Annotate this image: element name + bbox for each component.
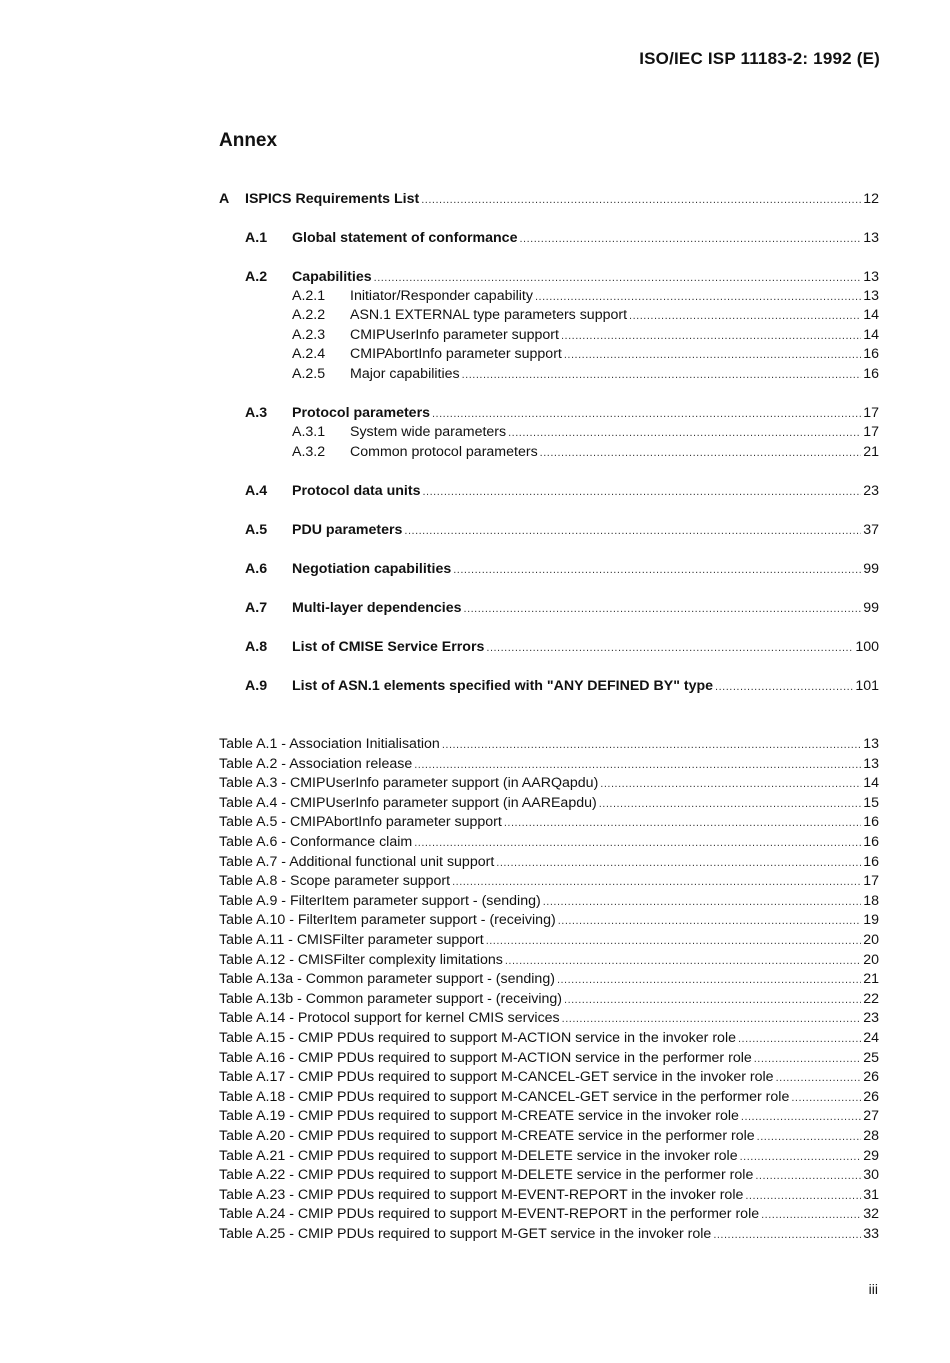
table-list-entry <box>219 1067 879 1087</box>
table-list-page: 24 <box>863 1030 879 1046</box>
table-list-entry <box>219 1224 879 1244</box>
toc-entry-page: 16 <box>863 366 879 382</box>
annex-title: Annex <box>219 130 278 151</box>
dot-leader <box>776 1068 862 1088</box>
table-list-entry <box>219 793 879 813</box>
toc-entry-number: A.1 <box>245 230 268 246</box>
table-list-entry <box>219 832 879 852</box>
table-list-page: 23 <box>863 1010 879 1027</box>
toc-entry-title: CMIPAbortInfo parameter support <box>350 346 562 362</box>
table-list-page: 13 <box>863 736 879 752</box>
table-list-entry <box>219 1087 879 1107</box>
toc-entry-page: 13 <box>863 288 879 304</box>
toc-entry-number: A.3.1 <box>292 424 326 440</box>
table-list-page: 19 <box>863 912 879 929</box>
dot-leader <box>600 774 861 794</box>
toc-entry-number: A.2.1 <box>292 288 326 304</box>
toc-entry-number: A.9 <box>245 678 268 694</box>
table-list-title: Table A.16 - CMIP PDUs required to support M-ACTION service in the performer role <box>219 1049 752 1066</box>
toc-entry-title: Multi-layer dependencies <box>292 600 462 616</box>
table-list-entry <box>219 1146 879 1166</box>
table-list-entry <box>219 969 879 989</box>
table-list-entry <box>219 1126 879 1146</box>
table-list-page: 20 <box>863 951 879 968</box>
toc-entry-title: Initiator/Responder capability <box>350 288 533 304</box>
table-list-title: Table A.4 - CMIPUserInfo parameter support (in AAREapdu) <box>219 794 597 811</box>
toc-entry-page: 99 <box>863 600 879 616</box>
table-list-page: 31 <box>863 1186 879 1203</box>
table-list-entry <box>219 754 879 774</box>
toc-entry-page: 13 <box>863 269 879 285</box>
table-list-title: Table A.17 - CMIP PDUs required to support M-CANCEL-GET service in the invoker role <box>219 1069 774 1086</box>
toc-entry-number: A <box>219 191 230 207</box>
dot-leader <box>562 1009 862 1029</box>
toc-entry-number: A.2.4 <box>292 346 326 362</box>
table-list-entry <box>219 1048 879 1068</box>
toc-entry-number: A.2.3 <box>292 327 326 343</box>
toc-tables <box>219 0 879 1260</box>
table-list-page: 18 <box>863 892 879 909</box>
table-list-page: 13 <box>863 755 879 772</box>
toc-entry-page: 17 <box>863 405 879 421</box>
table-list-page: 20 <box>863 932 879 948</box>
dot-leader <box>543 892 862 912</box>
table-list-page: 14 <box>863 775 879 792</box>
table-list-page: 15 <box>863 794 879 811</box>
table-list-title: Table A.1 - Association Initialisation <box>219 736 440 752</box>
dot-leader <box>761 1205 861 1225</box>
table-list-title: Table A.8 - Scope parameter support <box>219 873 451 890</box>
table-list-title: Table A.20 - CMIP PDUs required to support M-CREATE service in the performer role <box>219 1128 755 1144</box>
table-list-title: Table A.3 - CMIPUserInfo parameter support (in AARQapdu) <box>219 775 599 792</box>
table-list-entry <box>219 950 879 970</box>
table-list-title: Table A.11 - CMISFilter parameter support <box>219 932 484 948</box>
dot-leader <box>791 1088 861 1108</box>
dot-leader <box>504 813 861 833</box>
toc-entry-page: 13 <box>863 230 879 246</box>
toc-entry-page: 99 <box>863 561 879 577</box>
toc-entry-title: Protocol parameters <box>292 405 430 421</box>
toc-entry-title: List of CMISE Service Errors <box>292 639 485 655</box>
toc-entry-title: Protocol data units <box>292 483 421 499</box>
table-list-entry <box>219 891 879 911</box>
table-list-entry <box>219 773 879 793</box>
dot-leader <box>557 970 861 990</box>
toc-entry-page: 100 <box>855 639 879 655</box>
table-list-page: 22 <box>863 990 879 1007</box>
toc-entry-title: ASN.1 EXTERNAL type parameters support <box>350 307 628 323</box>
page-number: iii <box>868 1281 878 1297</box>
table-list-entry <box>219 1028 879 1048</box>
dot-leader <box>757 1127 862 1147</box>
table-list-title: Table A.7 - Additional functional unit support <box>219 853 495 870</box>
toc-entry-title: Global statement of conformance <box>292 230 518 246</box>
dot-leader <box>564 990 861 1010</box>
toc-entry-title: ISPICS Requirements List <box>245 191 420 207</box>
toc-entry-number: A.3 <box>245 405 268 421</box>
table-list-page: 27 <box>863 1108 879 1125</box>
table-list-page: 32 <box>863 1206 879 1223</box>
table-list-title: Table A.12 - CMISFilter complexity limitations <box>219 951 503 968</box>
toc-entry-page: 14 <box>863 327 879 343</box>
table-list-page: 29 <box>863 1147 879 1164</box>
table-list-title: Table A.2 - Association release <box>219 755 413 772</box>
toc-entry-number: A.5 <box>245 522 268 538</box>
table-list-entry <box>219 1106 879 1126</box>
dot-leader <box>754 1049 861 1069</box>
dot-leader <box>505 951 861 971</box>
dot-leader <box>414 755 861 775</box>
dot-leader <box>442 735 861 755</box>
dot-leader <box>738 1029 861 1049</box>
table-list-page: 26 <box>863 1069 879 1086</box>
dot-leader <box>741 1107 861 1127</box>
table-list-entry <box>219 1008 879 1028</box>
toc-entry-title: List of ASN.1 elements specified with "ANY DEFINED BY" type <box>292 678 714 694</box>
table-list-title: Table A.21 - CMIP PDUs required to support M-DELETE service in the invoker role <box>219 1147 738 1164</box>
table-list-entry <box>219 989 879 1009</box>
dot-leader <box>558 911 862 931</box>
dot-leader <box>745 1186 861 1206</box>
toc-entry-number: A.2.2 <box>292 307 326 323</box>
table-list-title: Table A.13a - Common parameter support - (sending) <box>219 971 555 988</box>
table-list-title: Table A.19 - CMIP PDUs required to support M-CREATE service in the invoker role <box>219 1108 739 1125</box>
toc-entry-title: Negotiation capabilities <box>292 561 452 577</box>
table-list-entry <box>219 1165 879 1185</box>
table-list-title: Table A.23 - CMIP PDUs required to support M-EVENT-REPORT in the invoker role <box>219 1186 744 1203</box>
toc-entry-title: CMIPUserInfo parameter support <box>350 327 559 343</box>
table-list-page: 33 <box>863 1226 879 1242</box>
table-list-entry <box>219 1204 879 1224</box>
dot-leader <box>452 872 861 892</box>
table-list-title: Table A.22 - CMIP PDUs required to support M-DELETE service in the performer role <box>219 1167 754 1184</box>
document-header: ISO/IEC ISP 11183-2: 1992 (E) <box>639 49 880 68</box>
table-list-title: Table A.15 - CMIP PDUs required to support M-ACTION service in the invoker role <box>219 1030 736 1046</box>
table-list-title: Table A.24 - CMIP PDUs required to support M-EVENT-REPORT in the performer role <box>219 1206 760 1223</box>
toc-entry-page: 23 <box>863 483 879 499</box>
dot-leader <box>486 931 862 951</box>
dot-leader <box>599 794 862 814</box>
table-list-entry <box>219 910 879 930</box>
table-list-page: 21 <box>863 971 879 988</box>
table-list-page: 17 <box>863 873 879 890</box>
dot-leader <box>755 1166 861 1186</box>
table-list-title: Table A.25 - CMIP PDUs required to support M-GET service in the invoker role <box>219 1226 712 1242</box>
table-list-entry <box>219 734 879 754</box>
table-list-entry <box>219 812 879 832</box>
toc-entry-title: System wide parameters <box>350 424 507 440</box>
dot-leader <box>713 1225 861 1245</box>
toc-entry-page: 101 <box>855 678 879 694</box>
toc-entry-number: A.4 <box>245 483 268 499</box>
toc-entry-page: 37 <box>863 522 879 538</box>
table-list-entry <box>219 871 879 891</box>
toc-entry-page: 12 <box>863 191 879 207</box>
toc-entry-page: 17 <box>863 424 879 440</box>
table-list-page: 30 <box>863 1167 879 1184</box>
toc-entry-title: Major capabilities <box>350 366 460 382</box>
toc-entry-number: A.3.2 <box>292 444 326 460</box>
table-list-title: Table A.10 - FilterItem parameter support - (receiving) <box>219 912 556 929</box>
toc-entry-page: 21 <box>863 444 879 460</box>
dot-leader <box>740 1147 862 1167</box>
table-list-entry <box>219 852 879 872</box>
toc-entry-number: A.6 <box>245 561 268 577</box>
toc-entry-number: A.8 <box>245 639 268 655</box>
toc-entry-number: A.2.5 <box>292 366 326 382</box>
table-list-title: Table A.18 - CMIP PDUs required to support M-CANCEL-GET service in the performer role <box>219 1088 790 1105</box>
toc-entry-title: Common protocol parameters <box>350 444 538 460</box>
table-list-title: Table A.5 - CMIPAbortInfo parameter support <box>219 814 502 831</box>
toc-entry-number: A.7 <box>245 600 268 616</box>
table-list-title: Table A.14 - Protocol support for kernel CMIS services <box>219 1010 560 1027</box>
table-list-entry <box>219 1185 879 1205</box>
toc-entry-page: 16 <box>863 346 879 362</box>
table-list-title: Table A.9 - FilterItem parameter support - (sending) <box>219 892 541 909</box>
table-list-page: 16 <box>863 853 879 870</box>
table-list-entry <box>219 930 879 950</box>
dot-leader <box>414 833 861 853</box>
table-list-page: 16 <box>863 834 879 850</box>
toc-entry-title: Capabilities <box>292 269 372 285</box>
table-list-title: Table A.6 - Conformance claim <box>219 834 413 850</box>
table-list-page: 28 <box>863 1128 879 1144</box>
toc-entry-number: A.2 <box>245 269 268 285</box>
table-list-page: 26 <box>863 1088 879 1105</box>
toc-entry-title: PDU parameters <box>292 522 403 538</box>
dot-leader <box>496 853 861 873</box>
table-list-page: 16 <box>863 814 879 831</box>
toc-entry-page: 14 <box>863 307 879 323</box>
table-list-title: Table A.13b - Common parameter support - (receiving) <box>219 990 563 1007</box>
table-list-page: 25 <box>863 1049 879 1066</box>
